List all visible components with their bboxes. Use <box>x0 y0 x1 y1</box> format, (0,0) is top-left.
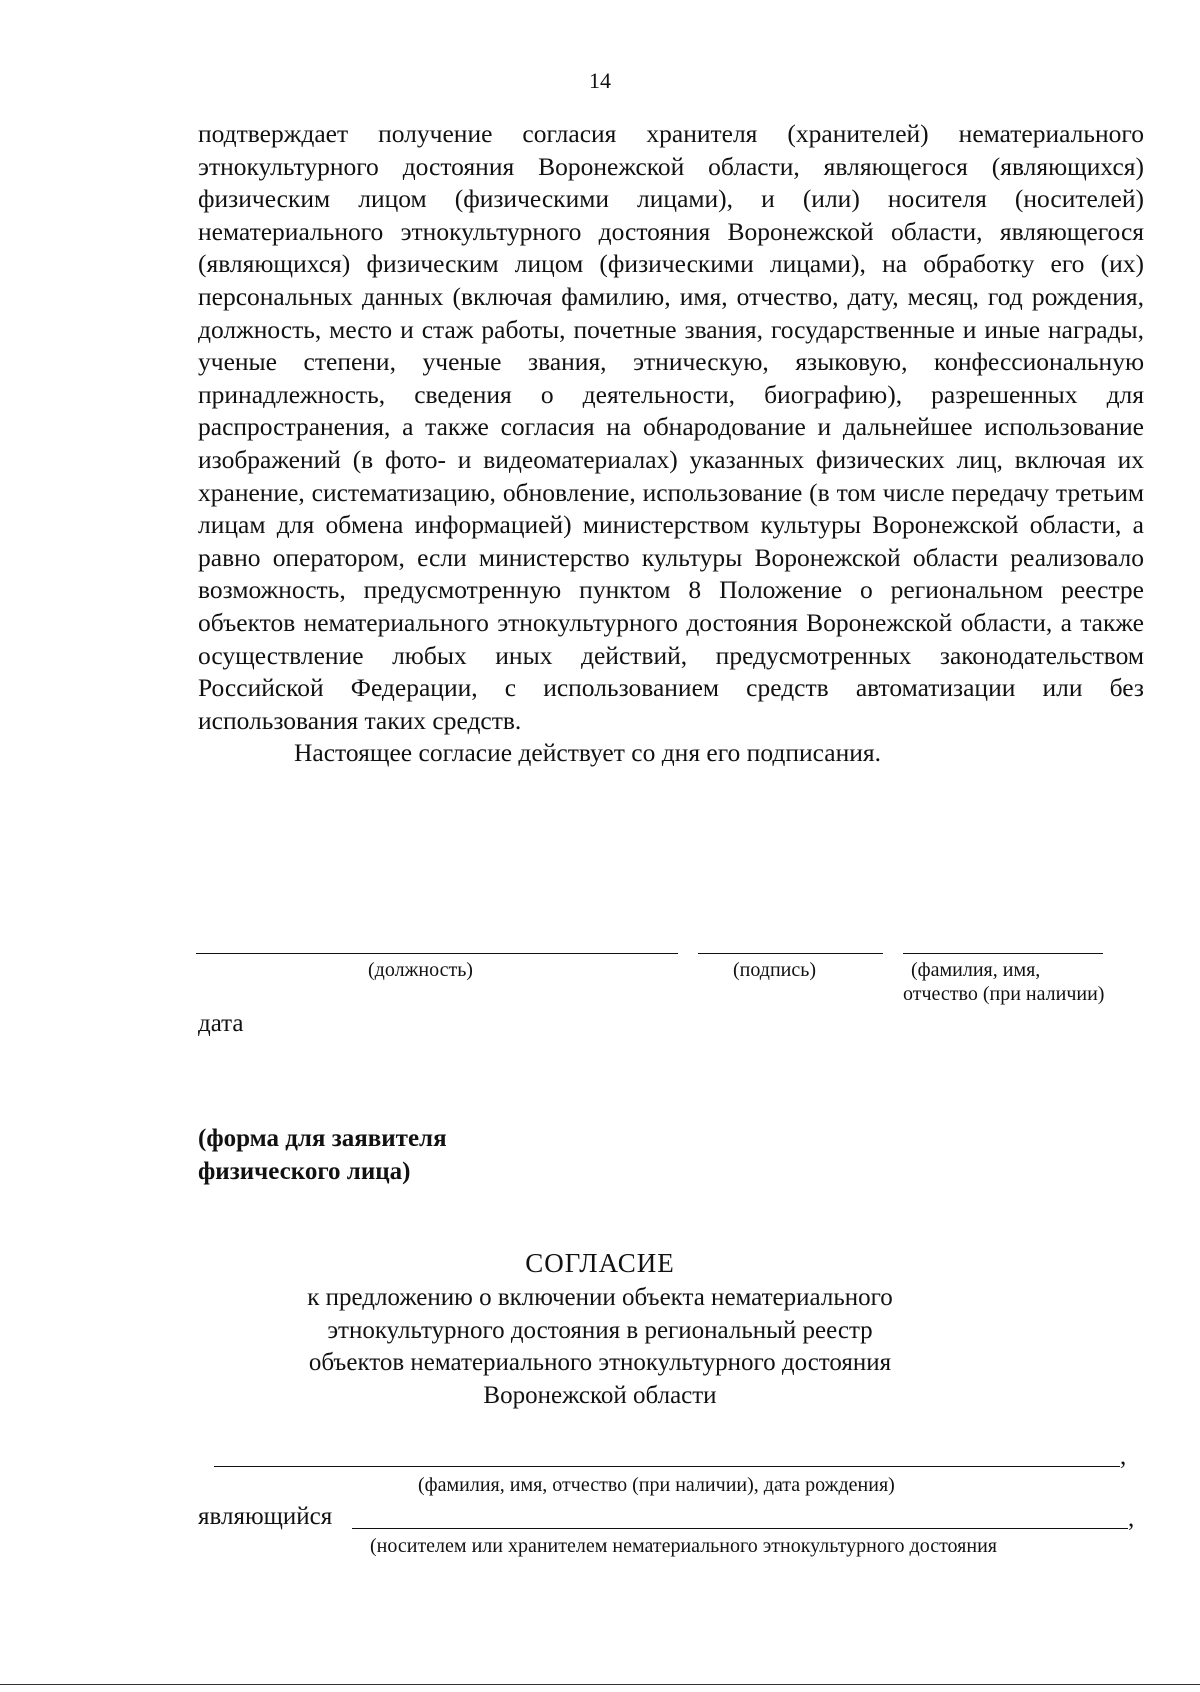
date-label: дата <box>198 1010 244 1037</box>
page-bottom-rule <box>0 1684 1200 1685</box>
signature-line <box>698 953 883 954</box>
signature-caption: (подпись) <box>733 959 817 981</box>
page-number: 14 <box>589 68 611 93</box>
consent-body-text <box>198 118 1144 770</box>
applicant-name-line <box>214 1466 1120 1467</box>
consent-subtitle: к предложению о включении объекта нематериального этнокультурного достояния в региональный реестр объектов нематериального этнокультурного достояния Воронежской области <box>307 1284 893 1409</box>
paragraph-validity: Настоящее согласие действует со дня его подписания. <box>294 738 881 768</box>
applicant-status-comma: , <box>1128 1505 1135 1532</box>
consent-title: СОГЛАСИЕ <box>525 1248 675 1278</box>
position-caption: (должность) <box>368 959 473 981</box>
applicant-status-line <box>352 1528 1128 1529</box>
applicant-name-comma: , <box>1120 1443 1127 1470</box>
full-name-caption: (фамилия, имя, отчество (при наличии) <box>903 959 1105 1005</box>
full-name-line <box>903 953 1103 954</box>
applicant-status-label: являющийся <box>198 1503 333 1530</box>
applicant-name-caption: (фамилия, имя, отчество (при наличии), дата рождения) <box>418 1474 895 1496</box>
position-line <box>196 953 678 954</box>
form-type-label: (форма для заявителя физического лица) <box>198 1125 447 1185</box>
applicant-status-caption: (носителем или хранителем нематериального этнокультурного достояния <box>370 1535 997 1557</box>
paragraph-confirmation: подтверждает получение согласия хранителя (хранителей) нематериального этнокультурного достояния Воронежской области, являющегося (являющихся) физическим лицом (физическими лицами), и (или) носителя (носителей) нематериального этнокультурного достояния Воронежской области, являющегося (являющихся) физическим лицом (физическими лицами), на обработку его (их) персональных данных (включая фамилию, имя, отчество, дату, месяц, год рождения, должность, место и стаж работы, почетные звания, государственные и иные награды, ученые степени, ученые звания, этническую, языковую, конфессиональную принадлежность, сведения о деятельности, биографию), разрешенных для распространения, а также согласия на обнародование и дальнейшее использование изображений (в фото- и видеоматериалах) указанных физических лиц, включая их хранение, систематизацию, обновление, использование (в том числе передачу третьим лицам для обмена информацией) министерством культуры Воронежской области, а равно оператором, если министерство культуры Воронежской области реализовало возможность, предусмотренную пунктом 8 Положение о региональном реестре объектов нематериального этнокультурного достояния Воронежской области, а также осуществление любых иных действий, предусмотренных законодательством Российской Федерации, с использованием средств автоматизации или без использования таких средств. <box>198 119 1144 735</box>
